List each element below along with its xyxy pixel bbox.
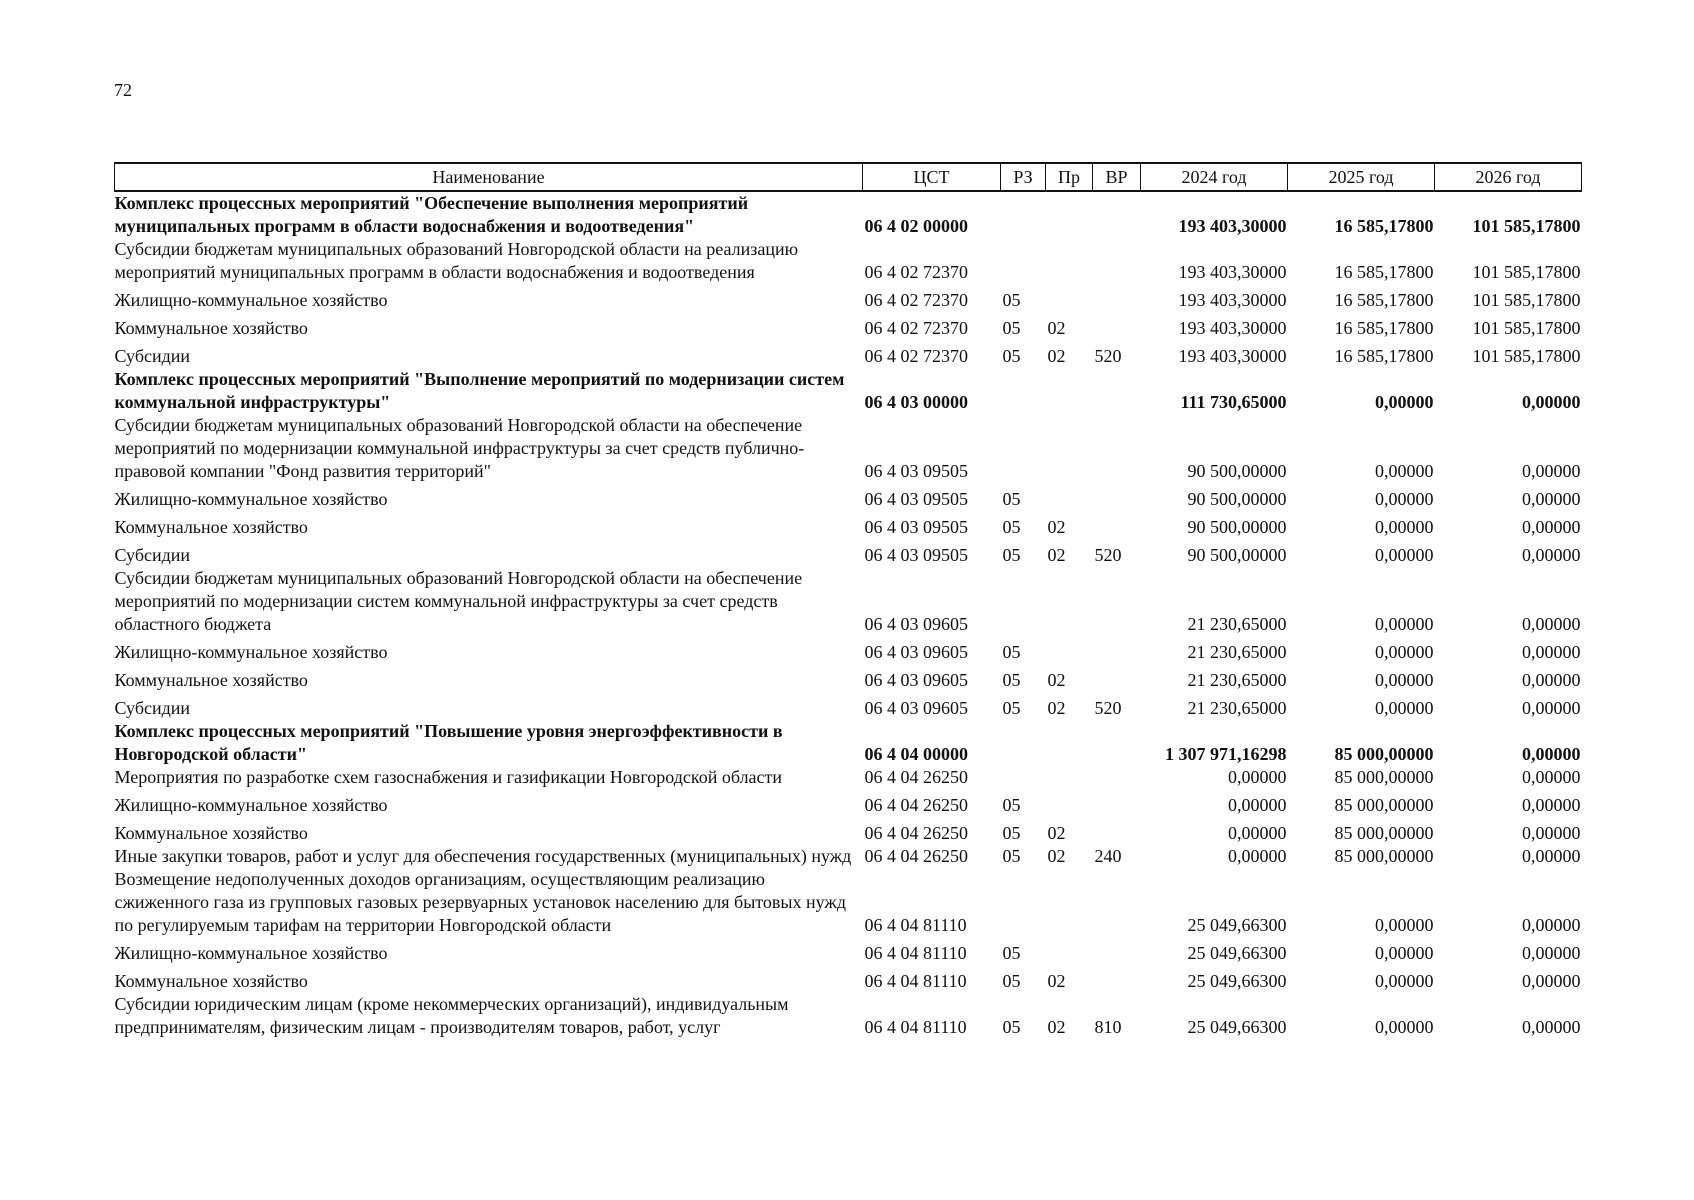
table-row <box>115 868 1582 937</box>
cell-rz <box>1001 766 1046 789</box>
cell-y2026: 0,00000 <box>1522 392 1581 412</box>
cell-y2024: 25 049,66300 <box>1187 915 1287 935</box>
cell-rz: 05 <box>1002 943 1021 963</box>
cell-y2026: 0,00000 <box>1522 795 1581 815</box>
cell-y2024: 111 730,65000 <box>1180 392 1287 412</box>
table-row <box>115 414 1582 483</box>
cell-name: Коммунальное хозяйство <box>114 971 308 991</box>
cell-y2025: 0,00000 <box>1375 461 1434 481</box>
cell-y2026: 0,00000 <box>1522 698 1581 718</box>
cell-cst: 06 4 03 00000 <box>864 392 968 412</box>
cell-pr: 02 <box>1047 1017 1066 1037</box>
cell-cst: 06 4 02 72370 <box>864 318 968 338</box>
header-rz: РЗ <box>1001 163 1046 191</box>
cell-vr: 240 <box>1094 846 1122 866</box>
table-row <box>115 483 1582 511</box>
cell-vr <box>1093 720 1141 766</box>
cell-y2026: 0,00000 <box>1522 823 1581 843</box>
cell-pr <box>1046 238 1093 284</box>
cell-y2024: 0,00000 <box>1228 795 1287 815</box>
cell-y2024: 21 230,65000 <box>1187 614 1287 634</box>
cell-y2026: 0,00000 <box>1522 971 1581 991</box>
table-row <box>115 312 1582 340</box>
cell-name: Комплекс процессных мероприятий "Повышение уровня энергоэффективности в Новгородской области" <box>114 721 783 764</box>
cell-y2024: 193 403,30000 <box>1178 262 1287 282</box>
cell-y2026: 0,00000 <box>1522 614 1581 634</box>
cell-y2024: 90 500,00000 <box>1187 461 1287 481</box>
cell-pr: 02 <box>1047 545 1066 565</box>
cell-rz <box>1001 368 1046 414</box>
cell-rz: 05 <box>1002 795 1021 815</box>
cell-vr <box>1093 191 1141 238</box>
cell-cst: 06 4 03 09505 <box>864 489 968 509</box>
header-2026: 2026 год <box>1435 163 1582 191</box>
cell-name: Субсидии бюджетам муниципальных образований Новгородской области на обеспечение мероприятий по модернизации коммунальной инфраструктуры за счет средств публично-правовой компании "Фонд развития территорий" <box>114 415 805 481</box>
cell-y2025: 16 585,17800 <box>1334 262 1434 282</box>
cell-name: Иные закупки товаров, работ и услуг для обеспечения государственных (муниципальных) нужд <box>114 846 852 866</box>
cell-y2026: 0,00000 <box>1522 943 1581 963</box>
cell-name: Коммунальное хозяйство <box>114 517 308 537</box>
header-pr: Пр <box>1046 163 1093 191</box>
cell-vr <box>1093 414 1141 483</box>
cell-pr <box>1046 191 1093 238</box>
cell-rz <box>1001 414 1046 483</box>
cell-cst: 06 4 02 72370 <box>864 262 968 282</box>
cell-name: Жилищно-коммунальное хозяйство <box>114 489 388 509</box>
table-row <box>115 845 1582 868</box>
cell-y2024: 1 307 971,16298 <box>1165 744 1287 764</box>
cell-y2026: 101 585,17800 <box>1472 290 1581 310</box>
cell-cst: 06 4 03 09505 <box>864 517 968 537</box>
cell-y2024: 21 230,65000 <box>1187 670 1287 690</box>
cell-y2026: 101 585,17800 <box>1472 216 1581 236</box>
cell-y2024: 0,00000 <box>1228 767 1287 787</box>
cell-y2025: 0,00000 <box>1375 1017 1434 1037</box>
cell-rz: 05 <box>1002 642 1021 662</box>
cell-cst: 06 4 03 09605 <box>864 614 968 634</box>
cell-y2024: 193 403,30000 <box>1178 318 1287 338</box>
header-name: Наименование <box>115 163 863 191</box>
cell-y2026: 101 585,17800 <box>1472 262 1581 282</box>
cell-pr <box>1046 368 1093 414</box>
table-body <box>115 191 1582 1039</box>
cell-vr <box>1093 965 1141 993</box>
header-2025: 2025 год <box>1288 163 1435 191</box>
cell-y2025: 0,00000 <box>1375 545 1434 565</box>
cell-pr <box>1046 414 1093 483</box>
cell-y2026: 0,00000 <box>1522 915 1581 935</box>
cell-y2025: 0,00000 <box>1375 915 1434 935</box>
cell-y2026: 0,00000 <box>1522 489 1581 509</box>
cell-pr: 02 <box>1047 517 1066 537</box>
cell-rz: 05 <box>1002 670 1021 690</box>
cell-vr <box>1093 511 1141 539</box>
cell-pr: 02 <box>1047 846 1066 866</box>
table-row <box>115 238 1582 284</box>
cell-y2025: 85 000,00000 <box>1334 846 1434 866</box>
cell-cst: 06 4 04 26250 <box>864 846 968 866</box>
cell-y2024: 193 403,30000 <box>1178 290 1287 310</box>
cell-rz: 05 <box>1002 290 1021 310</box>
cell-rz <box>1001 567 1046 636</box>
cell-vr: 520 <box>1094 545 1122 565</box>
cell-y2025: 0,00000 <box>1375 670 1434 690</box>
cell-y2025: 0,00000 <box>1375 392 1434 412</box>
cell-y2025: 0,00000 <box>1375 698 1434 718</box>
cell-pr <box>1046 766 1093 789</box>
table-row <box>115 539 1582 567</box>
cell-y2026: 0,00000 <box>1522 744 1581 764</box>
cell-cst: 06 4 03 09505 <box>864 461 968 481</box>
cell-cst: 06 4 02 72370 <box>864 346 968 366</box>
cell-y2026: 0,00000 <box>1522 545 1581 565</box>
cell-name: Возмещение недополученных доходов организациям, осуществляющим реализацию сжиженного газа из групповых газовых резервуарных установок населению для бытовых нужд по регулируемым тарифам на территории Новгородской области <box>114 869 847 935</box>
cell-vr <box>1093 567 1141 636</box>
cell-rz <box>1001 191 1046 238</box>
cell-rz <box>1001 720 1046 766</box>
cell-y2025: 16 585,17800 <box>1334 216 1434 236</box>
table-group-row <box>115 191 1582 238</box>
cell-y2025: 0,00000 <box>1375 971 1434 991</box>
cell-y2026: 0,00000 <box>1522 517 1581 537</box>
cell-pr <box>1046 567 1093 636</box>
cell-y2025: 85 000,00000 <box>1334 744 1434 764</box>
cell-name: Жилищно-коммунальное хозяйство <box>114 642 388 662</box>
cell-vr: 810 <box>1094 1017 1122 1037</box>
cell-y2026: 101 585,17800 <box>1472 318 1581 338</box>
cell-rz: 05 <box>1002 1017 1021 1037</box>
cell-y2025: 16 585,17800 <box>1334 346 1434 366</box>
table-header-row <box>115 163 1582 191</box>
cell-y2024: 21 230,65000 <box>1187 698 1287 718</box>
cell-rz: 05 <box>1002 846 1021 866</box>
table-row <box>115 664 1582 692</box>
cell-name: Субсидии юридическим лицам (кроме некоммерческих организаций), индивидуальным предпринимателям, физическим лицам - производителям товаров, работ, услуг <box>114 994 789 1037</box>
cell-y2024: 0,00000 <box>1228 846 1287 866</box>
cell-name: Субсидии бюджетам муниципальных образований Новгородской области на обеспечение мероприятий по модернизации систем коммунальной инфраструктуры за счет средств областного бюджета <box>114 568 803 634</box>
header-2024: 2024 год <box>1141 163 1288 191</box>
cell-y2026: 0,00000 <box>1522 767 1581 787</box>
table-row <box>115 567 1582 636</box>
cell-y2024: 25 049,66300 <box>1187 971 1287 991</box>
cell-y2026: 0,00000 <box>1522 670 1581 690</box>
cell-vr: 520 <box>1094 698 1122 718</box>
page-number: 72 <box>114 80 132 100</box>
budget-table <box>114 162 1582 1039</box>
cell-name: Жилищно-коммунальное хозяйство <box>114 290 388 310</box>
cell-name: Коммунальное хозяйство <box>114 318 308 338</box>
cell-pr <box>1046 636 1093 664</box>
cell-vr <box>1093 636 1141 664</box>
table-row <box>115 817 1582 845</box>
cell-cst: 06 4 04 26250 <box>864 823 968 843</box>
cell-cst: 06 4 04 81110 <box>864 915 967 935</box>
cell-vr <box>1093 368 1141 414</box>
table-row <box>115 636 1582 664</box>
cell-pr <box>1046 483 1093 511</box>
cell-vr <box>1093 868 1141 937</box>
cell-rz <box>1001 868 1046 937</box>
cell-vr <box>1093 664 1141 692</box>
cell-vr <box>1093 937 1141 965</box>
table-row <box>115 340 1582 368</box>
cell-y2024: 90 500,00000 <box>1187 489 1287 509</box>
cell-name: Жилищно-коммунальное хозяйство <box>114 943 388 963</box>
cell-vr <box>1093 817 1141 845</box>
cell-rz: 05 <box>1002 823 1021 843</box>
cell-y2025: 16 585,17800 <box>1334 318 1434 338</box>
cell-vr <box>1093 789 1141 817</box>
cell-y2024: 0,00000 <box>1228 823 1287 843</box>
cell-cst: 06 4 02 72370 <box>864 290 968 310</box>
table-row <box>115 965 1582 993</box>
cell-vr <box>1093 483 1141 511</box>
cell-cst: 06 4 03 09605 <box>864 670 968 690</box>
cell-pr <box>1046 284 1093 312</box>
table-row <box>115 993 1582 1039</box>
cell-y2026: 0,00000 <box>1522 642 1581 662</box>
cell-rz: 05 <box>1002 318 1021 338</box>
cell-pr: 02 <box>1047 318 1066 338</box>
cell-pr: 02 <box>1047 823 1066 843</box>
cell-y2025: 85 000,00000 <box>1334 823 1434 843</box>
cell-rz: 05 <box>1002 489 1021 509</box>
cell-name: Коммунальное хозяйство <box>114 670 308 690</box>
cell-y2024: 25 049,66300 <box>1187 1017 1287 1037</box>
cell-vr <box>1093 312 1141 340</box>
cell-rz: 05 <box>1002 971 1021 991</box>
cell-rz: 05 <box>1002 698 1021 718</box>
cell-y2024: 21 230,65000 <box>1187 642 1287 662</box>
cell-y2025: 85 000,00000 <box>1334 795 1434 815</box>
cell-y2025: 85 000,00000 <box>1334 767 1434 787</box>
cell-y2024: 90 500,00000 <box>1187 517 1287 537</box>
cell-y2025: 0,00000 <box>1375 943 1434 963</box>
cell-y2026: 0,00000 <box>1522 1017 1581 1037</box>
cell-y2024: 25 049,66300 <box>1187 943 1287 963</box>
cell-y2024: 193 403,30000 <box>1178 216 1287 236</box>
cell-rz: 05 <box>1002 517 1021 537</box>
cell-rz <box>1001 238 1046 284</box>
cell-cst: 06 4 02 00000 <box>864 216 968 236</box>
table-row <box>115 284 1582 312</box>
header-cst: ЦСТ <box>863 163 1001 191</box>
cell-pr <box>1046 789 1093 817</box>
cell-y2026: 0,00000 <box>1522 461 1581 481</box>
cell-y2024: 90 500,00000 <box>1187 545 1287 565</box>
cell-vr <box>1093 238 1141 284</box>
cell-name: Субсидии <box>114 698 191 718</box>
table-row <box>115 789 1582 817</box>
cell-vr: 520 <box>1094 346 1122 366</box>
cell-cst: 06 4 04 81110 <box>864 1017 967 1037</box>
cell-name: Жилищно-коммунальное хозяйство <box>114 795 388 815</box>
cell-y2025: 16 585,17800 <box>1334 290 1434 310</box>
cell-y2026: 101 585,17800 <box>1472 346 1581 366</box>
cell-y2024: 193 403,30000 <box>1178 346 1287 366</box>
cell-name: Субсидии бюджетам муниципальных образований Новгородской области на реализацию мероприятий муниципальных программ в области водоснабжения и водоотведения <box>114 239 799 282</box>
cell-cst: 06 4 04 26250 <box>864 795 968 815</box>
table-row <box>115 692 1582 720</box>
cell-cst: 06 4 03 09505 <box>864 545 968 565</box>
cell-y2025: 0,00000 <box>1375 642 1434 662</box>
table-row <box>115 511 1582 539</box>
cell-name: Субсидии <box>114 346 191 366</box>
cell-y2025: 0,00000 <box>1375 489 1434 509</box>
cell-pr <box>1046 937 1093 965</box>
cell-pr: 02 <box>1047 346 1066 366</box>
cell-cst: 06 4 04 00000 <box>864 744 968 764</box>
cell-name: Коммунальное хозяйство <box>114 823 308 843</box>
cell-pr <box>1046 868 1093 937</box>
cell-y2025: 0,00000 <box>1375 614 1434 634</box>
cell-cst: 06 4 04 81110 <box>864 971 967 991</box>
header-vr: ВР <box>1093 163 1141 191</box>
cell-name: Комплекс процессных мероприятий "Обеспечение выполнения мероприятий муниципальных программ в области водоснабжения и водоотведения" <box>114 193 749 236</box>
cell-rz: 05 <box>1002 346 1021 366</box>
cell-name: Комплекс процессных мероприятий "Выполнение мероприятий по модернизации систем коммунальной инфраструктуры" <box>114 369 845 412</box>
cell-name: Мероприятия по разработке схем газоснабжения и газификации Новгородской области <box>114 767 783 787</box>
table-row <box>115 937 1582 965</box>
table-group-row <box>115 368 1582 414</box>
cell-y2025: 0,00000 <box>1375 517 1434 537</box>
table-group-row <box>115 720 1582 766</box>
cell-y2026: 0,00000 <box>1522 846 1581 866</box>
cell-rz: 05 <box>1002 545 1021 565</box>
cell-vr <box>1093 766 1141 789</box>
cell-name: Субсидии <box>114 545 191 565</box>
cell-cst: 06 4 03 09605 <box>864 698 968 718</box>
cell-vr <box>1093 284 1141 312</box>
cell-pr: 02 <box>1047 670 1066 690</box>
cell-pr <box>1046 720 1093 766</box>
cell-cst: 06 4 04 26250 <box>864 767 968 787</box>
cell-pr: 02 <box>1047 971 1066 991</box>
cell-pr: 02 <box>1047 698 1066 718</box>
cell-cst: 06 4 03 09605 <box>864 642 968 662</box>
cell-cst: 06 4 04 81110 <box>864 943 967 963</box>
table-row <box>115 766 1582 789</box>
